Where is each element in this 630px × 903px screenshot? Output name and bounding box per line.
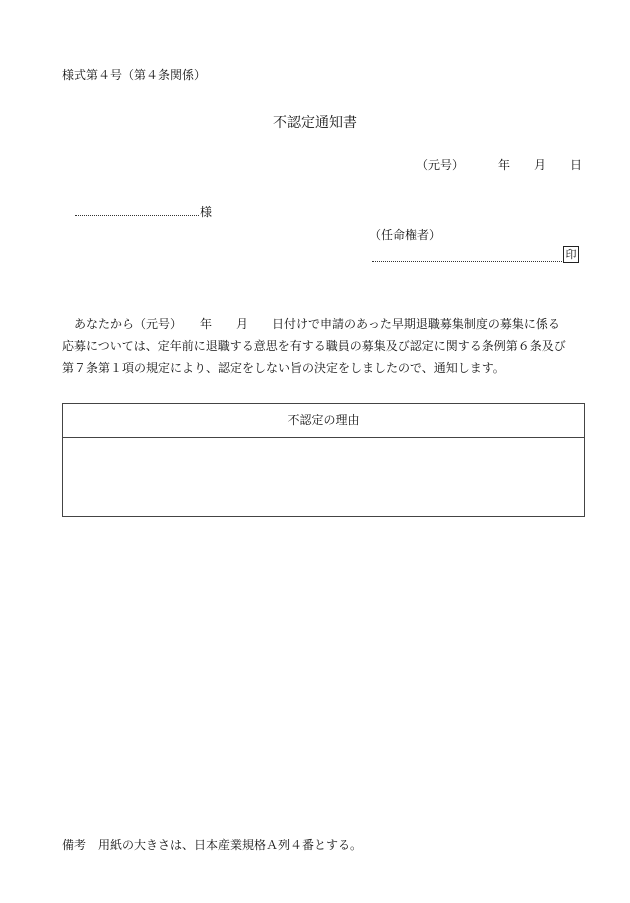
date-line bbox=[416, 156, 582, 173]
document-title: 不認定通知書 bbox=[273, 115, 357, 131]
date-year: 年 bbox=[497, 158, 510, 172]
date-day: 日 bbox=[569, 158, 582, 172]
footer-note: 備考 用紙の大きさは、日本産業規格Ａ列４番とする。 bbox=[62, 838, 363, 852]
notice-body bbox=[62, 313, 586, 379]
reason-header: 不認定の理由 bbox=[63, 404, 584, 438]
appointer-dotted-line bbox=[372, 261, 562, 262]
body-line-1: あなたから（元号） 年 月 日付けで申請のあった早期退職募集制度の募集に係る bbox=[74, 317, 560, 331]
reason-content-area bbox=[63, 438, 584, 516]
form-number: 様式第４号（第４条関係） bbox=[62, 68, 207, 82]
date-era: （元号） bbox=[415, 158, 464, 172]
appointer-label: （任命権者） bbox=[369, 228, 442, 242]
reason-table bbox=[62, 403, 585, 517]
body-line-2: 応募については、定年前に退職する意思を有する職員の募集及び認定に関する条例第６条及び bbox=[62, 339, 566, 353]
body-line-3: 第７条第１項の規定により、認定をしない旨の決定をしましたので、通知します。 bbox=[62, 361, 505, 375]
date-month: 月 bbox=[533, 158, 546, 172]
addressee-suffix: 様 bbox=[200, 205, 213, 219]
seal-stamp: 印 bbox=[563, 246, 579, 263]
addressee-dotted-line bbox=[75, 215, 199, 216]
